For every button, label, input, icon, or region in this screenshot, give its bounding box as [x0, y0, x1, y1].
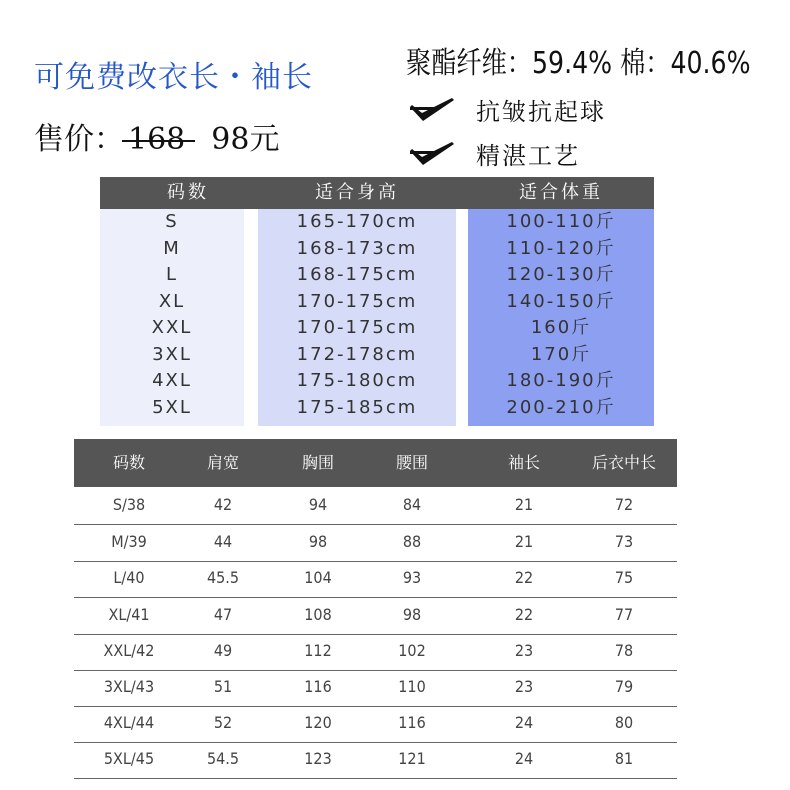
size-cell: S/38 — [112, 495, 146, 514]
promo-tagline: 可免费改衣长・袖长 — [34, 60, 313, 95]
size-cell: 5XL — [152, 396, 192, 418]
header-waist: 腰围 — [395, 453, 428, 472]
chest-cell: 120 — [304, 713, 332, 732]
chest-cell: 98 — [308, 532, 328, 551]
check-mark-icon — [408, 97, 456, 123]
feature-label: 精湛工艺 — [476, 142, 580, 170]
waist-cell: 121 — [398, 749, 426, 768]
shoulder-cell: 47 — [213, 605, 233, 624]
waist-cell: 93 — [402, 568, 422, 587]
weight-cell: 120-130斤 — [506, 264, 616, 285]
table-row — [74, 560, 677, 598]
chest-cell: 104 — [304, 568, 332, 587]
table-row — [74, 741, 677, 779]
header-weight: 适合体重 — [519, 182, 603, 203]
header-height: 适合身高 — [315, 182, 399, 203]
back-length-cell: 77 — [614, 605, 634, 624]
size-cell: XL/41 — [108, 605, 150, 624]
back-length-cell: 75 — [614, 568, 634, 587]
size-cell: 4XL — [152, 370, 192, 391]
weight-cell: 100-110斤 — [506, 211, 616, 232]
table-row — [74, 487, 677, 525]
sleeve-cell: 21 — [514, 495, 534, 514]
back-length-cell: 79 — [614, 677, 634, 696]
sleeve-cell: 23 — [514, 677, 534, 696]
height-cell: 175-180cm — [296, 370, 418, 391]
sleeve-cell: 24 — [514, 749, 534, 768]
waist-cell: 88 — [402, 532, 422, 551]
table-row — [74, 669, 677, 707]
sleeve-cell: 23 — [514, 641, 534, 660]
shoulder-cell: 42 — [213, 495, 233, 514]
size-cell: M — [163, 237, 181, 259]
size-cell: 4XL/44 — [103, 713, 155, 732]
header-size: 码数 — [167, 182, 209, 203]
weight-cell: 180-190斤 — [506, 370, 616, 391]
shoulder-cell: 44 — [213, 532, 233, 551]
weight-column — [468, 209, 654, 426]
price-label: 售价： — [34, 122, 124, 157]
table-row — [74, 597, 677, 635]
size-cell: 3XL/43 — [103, 677, 155, 696]
height-column — [258, 209, 456, 426]
weight-cell: 140-150斤 — [506, 290, 616, 312]
weight-cell: 200-210斤 — [506, 396, 616, 418]
header-shoulder: 肩宽 — [206, 453, 239, 472]
size-cell: M/39 — [111, 532, 147, 551]
size-cell: 3XL — [152, 343, 192, 365]
weight-cell: 170斤 — [530, 343, 592, 365]
sale-price: 98元 — [211, 122, 280, 157]
size-cell: XXL — [151, 317, 193, 338]
height-cell: 168-175cm — [296, 264, 418, 285]
table-row — [74, 524, 677, 562]
size-column — [100, 209, 244, 426]
back-length-cell: 78 — [614, 641, 634, 660]
back-length-cell: 81 — [614, 749, 634, 768]
waist-cell: 98 — [402, 605, 422, 624]
size-cell: S — [165, 211, 179, 232]
size-cell: XL — [158, 290, 186, 312]
sleeve-cell: 22 — [514, 605, 534, 624]
chest-cell: 116 — [304, 677, 332, 696]
waist-cell: 110 — [398, 677, 426, 696]
height-cell: 175-185cm — [296, 396, 418, 418]
waist-cell: 116 — [398, 713, 426, 732]
waist-cell: 84 — [402, 495, 422, 514]
height-cell: 170-175cm — [296, 290, 418, 312]
original-price: 168 — [128, 122, 186, 157]
height-cell: 172-178cm — [296, 343, 418, 365]
header-sleeve: 袖长 — [507, 453, 540, 472]
price-row — [34, 114, 279, 158]
sleeve-cell: 21 — [514, 532, 534, 551]
shoulder-cell: 45.5 — [206, 568, 240, 587]
table-row — [74, 705, 677, 743]
feature-label: 抗皱抗起球 — [476, 98, 606, 126]
weight-cell: 110-120斤 — [506, 237, 616, 259]
height-cell: 165-170cm — [296, 211, 418, 232]
back-length-cell: 72 — [614, 495, 634, 514]
back-length-cell: 73 — [614, 532, 634, 551]
size-cell: L — [165, 264, 179, 285]
height-cell: 168-173cm — [296, 237, 418, 259]
shoulder-cell: 49 — [213, 641, 233, 660]
height-cell: 170-175cm — [296, 317, 418, 338]
feature-item-wrinkle-resistant — [408, 92, 606, 127]
chest-cell: 112 — [304, 641, 332, 660]
header-size: 码数 — [112, 453, 145, 472]
feature-item-fine-craft — [408, 136, 580, 171]
header-chest: 胸围 — [301, 453, 334, 472]
chest-cell: 123 — [304, 749, 332, 768]
chest-cell: 94 — [308, 495, 328, 514]
waist-cell: 102 — [398, 641, 426, 660]
material-composition: 聚酯纤维：59.4% 棉：40.6% — [406, 46, 751, 81]
check-mark-icon — [408, 141, 456, 167]
shoulder-cell: 54.5 — [206, 749, 240, 768]
sleeve-cell: 24 — [514, 713, 534, 732]
shoulder-cell: 51 — [213, 677, 233, 696]
size-cell: L/40 — [113, 568, 145, 587]
weight-cell: 160斤 — [530, 317, 592, 338]
chest-cell: 108 — [304, 605, 332, 624]
table-row — [74, 633, 677, 671]
header-back-length: 后衣中长 — [591, 453, 656, 472]
shoulder-cell: 52 — [213, 713, 233, 732]
back-length-cell: 80 — [614, 713, 634, 732]
sleeve-cell: 22 — [514, 568, 534, 587]
size-cell: XXL/42 — [103, 641, 155, 660]
size-cell: 5XL/45 — [103, 749, 155, 768]
